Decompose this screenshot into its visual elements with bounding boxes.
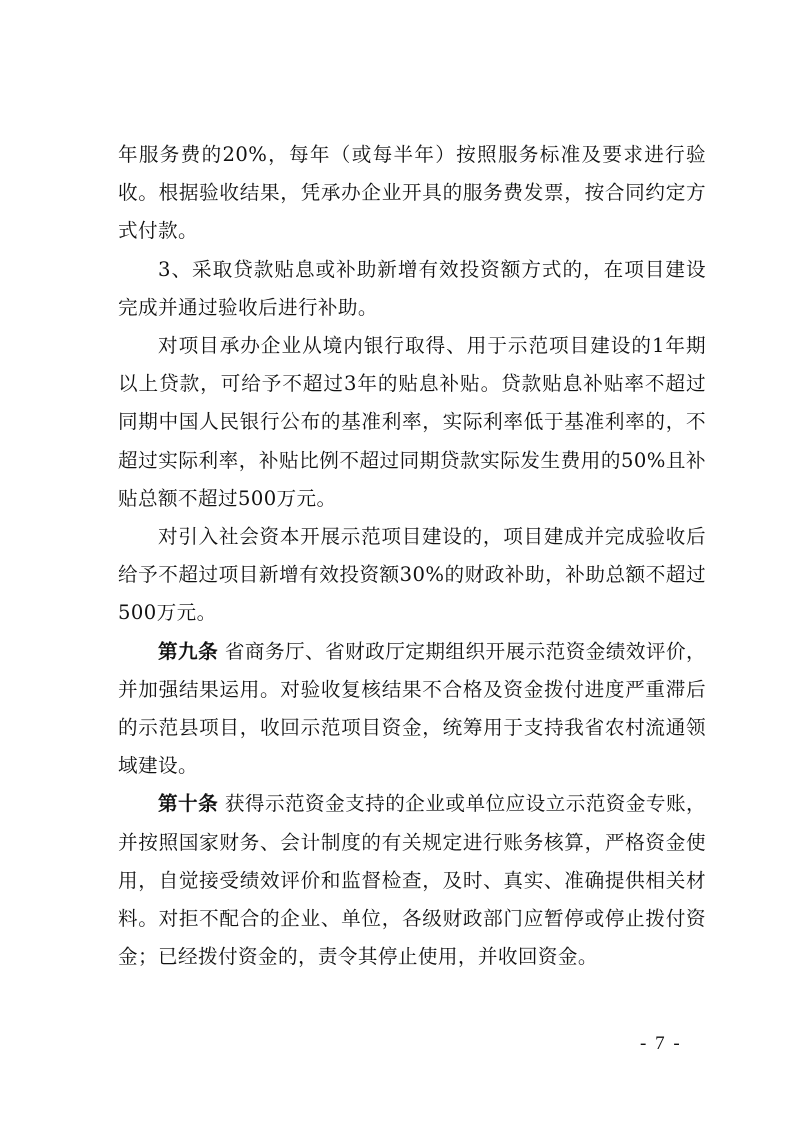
article-9-title: 第九条 [158,639,219,663]
article-9 [118,633,706,786]
article-10-title: 第十条 [158,792,219,816]
paragraph-service-fee: 年服务费的20%，每年（或每半年）按照服务标准及要求进行验收。根据验收结果，凭承办企业开具的服务费发票，按合同约定方式付款。 [118,143,706,243]
article-9-body: 省商务厅、省财政厅定期组织开展示范资金绩效评价，并加强结果运用。对验收复核结果不合格及资金拨付进度严重滞后的示范县项目，收回示范项目资金，统筹用于支持我省农村流通领域建设。 [118,639,706,778]
document-body [118,136,706,976]
article-10 [118,785,706,976]
page-number: - 7 - [640,1033,682,1054]
article-10-body: 获得示范资金支持的企业或单位应设立示范资金专账，并按照国家财务、会计制度的有关规定进行账务核算，严格资金使用，自觉接受绩效评价和监督检查，及时、真实、准确提供相关材料。对拒不配合的企业、单位，各级财政部门应暂停或停止拨付资金；已经拨付资金的，责令其停止使用，并收回资金。 [118,792,706,969]
paragraph-loan-interest-subsidy: 对项目承办企业从境内银行取得、用于示范项目建设的1年期以上贷款，可给予不超过3年的贴息补贴。贷款贴息补贴率不超过同期中国人民银行公布的基准利率，实际利率低于基准利率的，不超过实际利率，补贴比例不超过同期贷款实际发生费用的50%且补贴总额不超过500万元。 [118,334,706,510]
paragraph-loan-subsidy-method: 3、采取贷款贴息或补助新增有效投资额方式的，在项目建设完成并通过验收后进行补助。 [118,257,706,319]
paragraph-social-capital: 对引入社会资本开展示范项目建设的，项目建成并完成验收后给予不超过项目新增有效投资额30%的财政补助，补助总额不超过500万元。 [118,525,706,625]
